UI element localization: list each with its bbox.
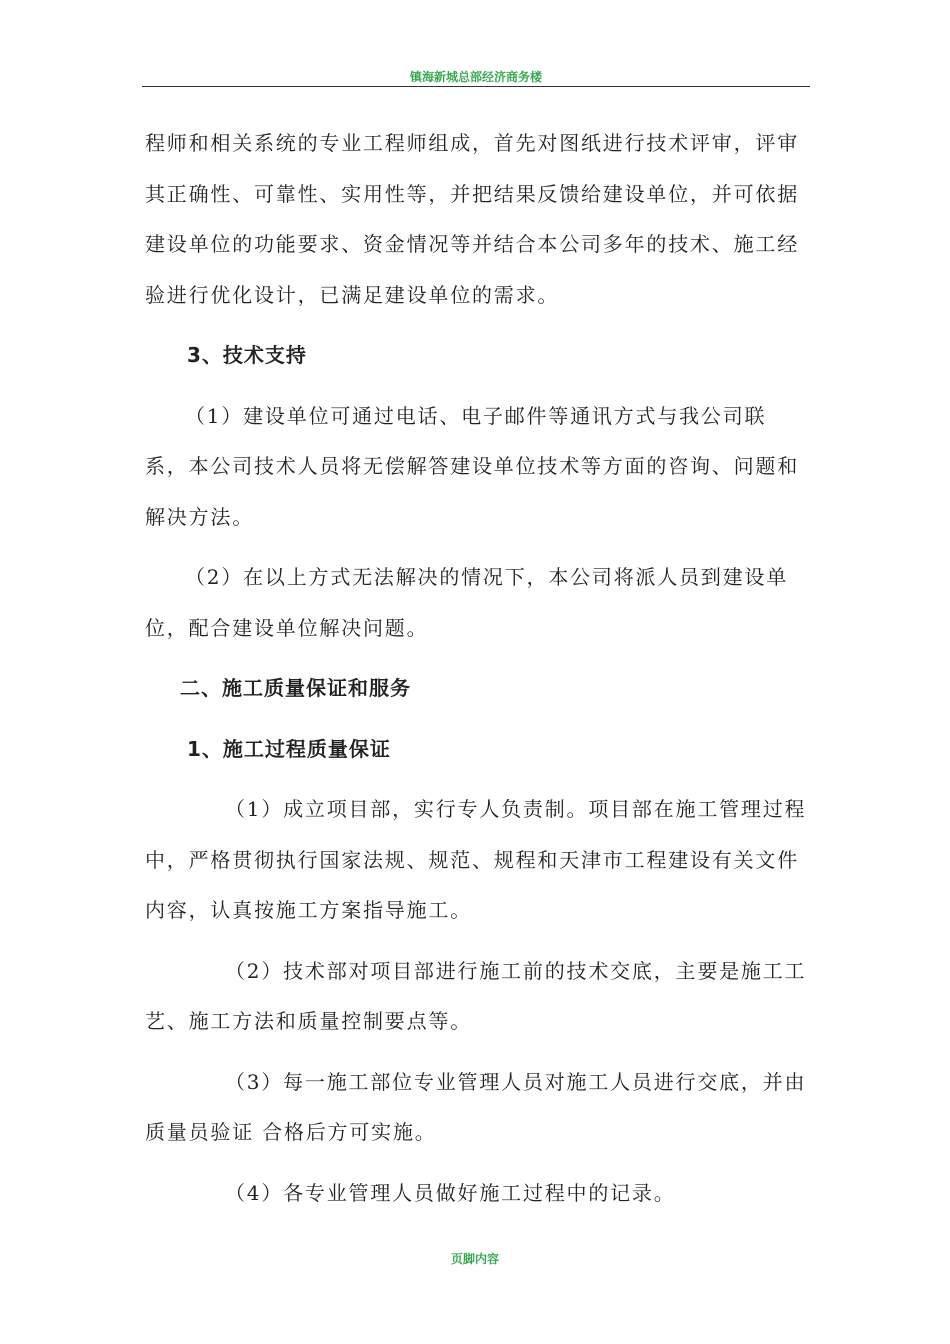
item-text: 每一施工部位专业管理人员对施工人员进行交底，并由质量员验证 合格后方可实施。 [145,1069,807,1144]
item-label: （3） [225,1069,284,1094]
paragraph-intro: 程师和相关系统的专业工程师组成，首先对图纸进行技术评审，评审其正确性、可靠性、实用性等，并把结果反馈给建设单位，并可依据建设单位的功能要求、资金情况等并结合本公司多年的技术、施工经验进行优化设计，已满足建设单位的需求。 [145,131,799,307]
item-label: （1） [225,797,284,821]
page-header [142,66,810,87]
heading-section-2: 二、施工质量保证和服务 [180,676,411,700]
list-item-4 [145,1168,807,1219]
footer-text: 页脚内容 [450,1252,499,1266]
heading-tech-support: 3、技术支持 [187,343,307,367]
page-footer [0,1248,950,1267]
spacer [145,714,807,724]
heading-process-quality: 1、施工过程质量保证 [187,736,391,761]
paragraph-support-1: （1）建设单位可通过电话、电子邮件等通讯方式与我公司联系，本公司技术人员将无偿解答建设单位技术等方面的咨询、问题和解决方法。 [145,403,799,529]
spacer [145,381,807,391]
spacer [145,1047,807,1057]
spacer [145,542,807,552]
spacer [145,774,807,784]
paragraph-support-2: （2）在以上方式无法解决的情况下，本公司将派人员到建设单位，配合建设单位解决问题。 [145,565,789,640]
item-text: 各专业管理人员做好施工过程中的记录。 [283,1180,676,1205]
list-item-1 [145,784,807,936]
item-label: （4） [225,1180,284,1205]
spacer [145,320,807,330]
item-text: 技术部对项目部进行施工前的技术交底，主要是施工工艺、施工方法和质量控制要点等。 [145,958,807,1033]
spacer [145,1158,807,1168]
list-item-2 [145,946,807,1047]
header-text: 镇海新城总部经济商务楼 [409,70,542,84]
spacer [145,653,807,663]
item-text: 成立项目部，实行专人负责制。项目部在施工管理过程中，严格贯彻执行国家法规、规范、规程和天津市工程建设有关文件内容，认真按施工方案指导施工。 [145,797,807,922]
spacer [145,936,807,946]
item-label: （2） [225,958,284,983]
document-body [145,118,807,1218]
list-item-3 [145,1057,807,1158]
